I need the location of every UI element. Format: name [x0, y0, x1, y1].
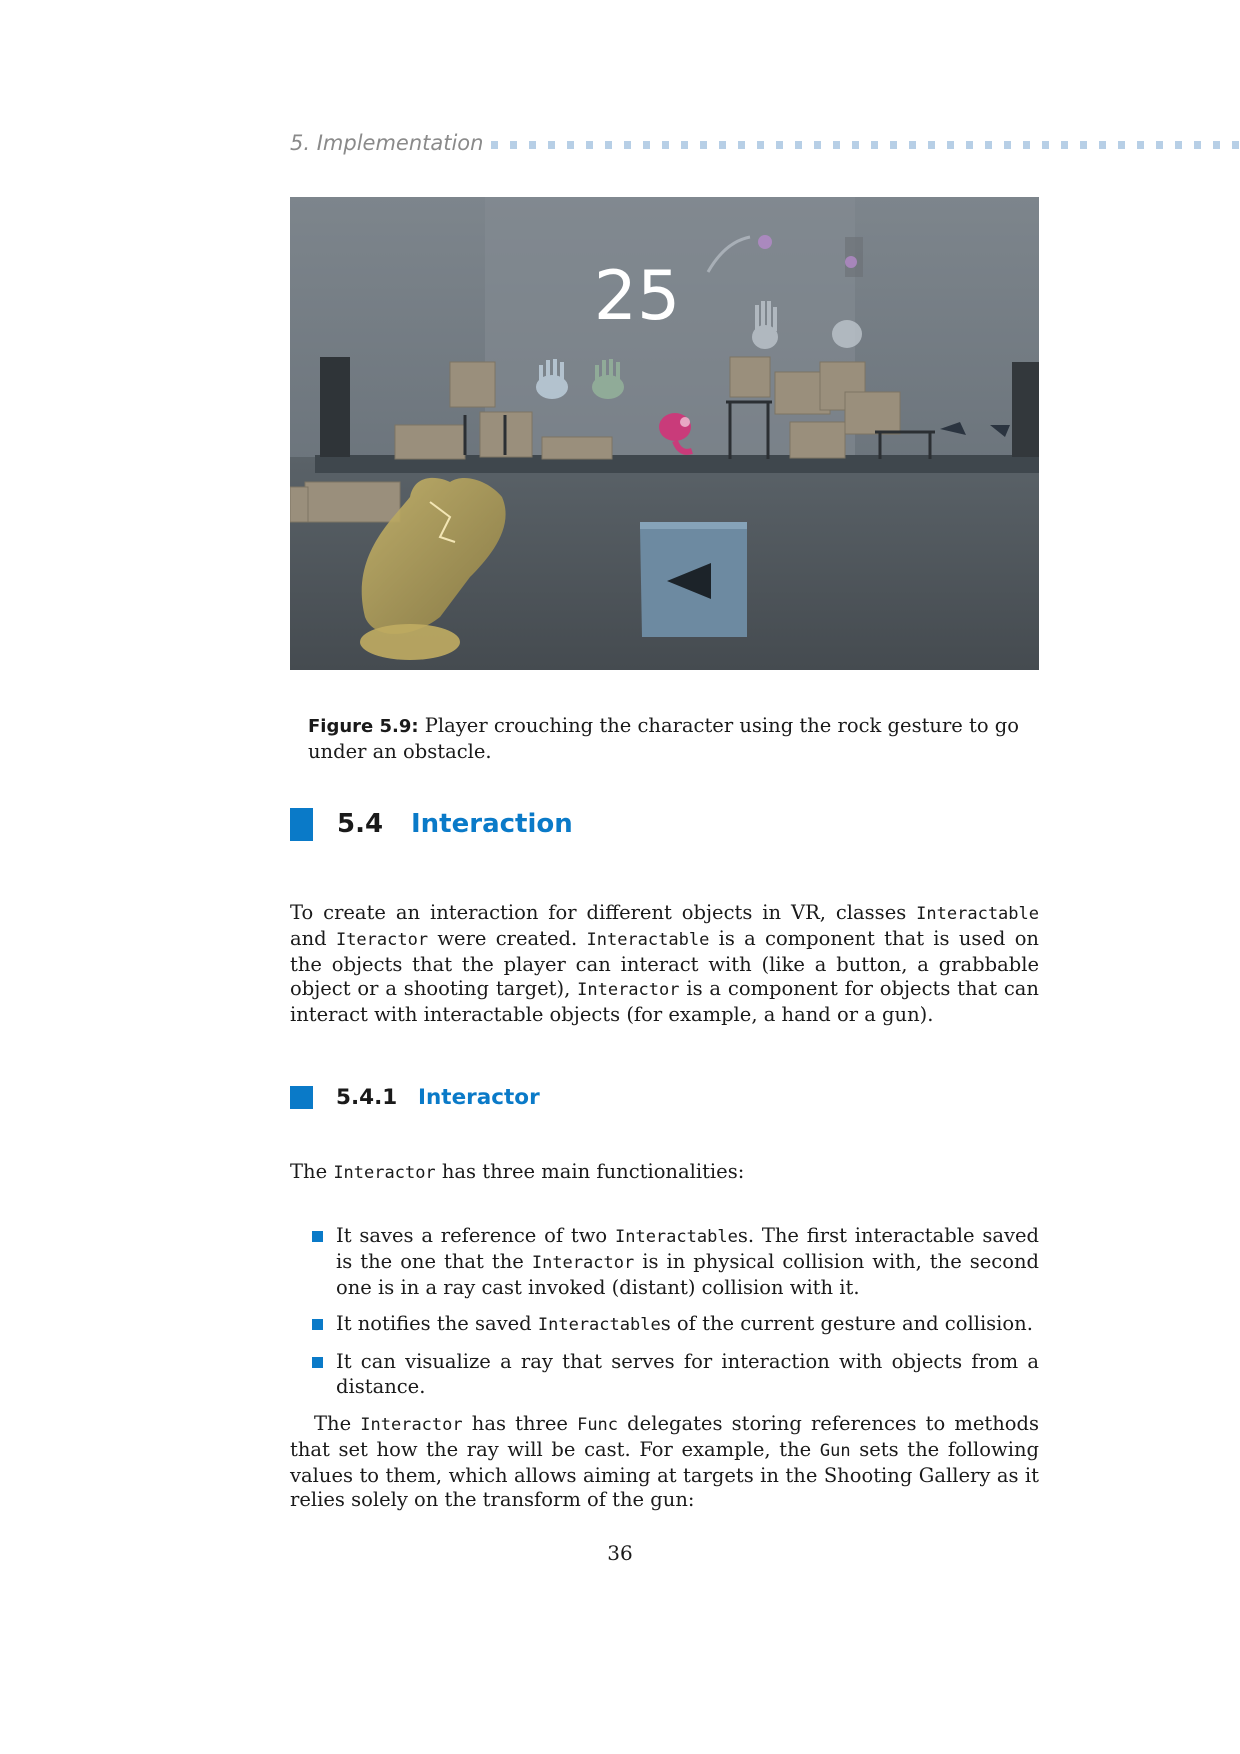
functionality-list: [312, 1224, 1039, 1412]
text-run: is a component for objects that can interact with interactable objects (for example, a hand or a gun).: [290, 977, 1039, 1027]
text-run: is a component that is used on the objects that the player can interact with (like a button, a grabbable object or a shooting target),: [290, 926, 1039, 1001]
code-run: Interactor: [531, 1252, 635, 1273]
code-run: Interactor: [577, 980, 680, 1001]
text-run: s of the current gesture and collision.: [660, 1312, 1033, 1336]
code-run: Interactor: [333, 1163, 436, 1183]
subsection-intro: [290, 1160, 1039, 1186]
running-header: [290, 128, 1240, 158]
text-run: The: [314, 1412, 361, 1435]
section-number: 5.4: [337, 809, 384, 839]
subsection-marker: [290, 1086, 313, 1109]
code-run: Interactable: [614, 1227, 738, 1247]
figure-caption: [308, 713, 1028, 764]
bullet-square-icon: [312, 1319, 323, 1330]
bullet-square-icon: [312, 1357, 323, 1368]
figure-vr-screenshot: [290, 197, 1039, 670]
text-run: has three: [462, 1412, 578, 1435]
code-run: Interactor: [360, 1415, 463, 1435]
text-run: were created.: [428, 926, 587, 950]
text-run: delegates storing references to methods that set how the ray will be cast. For example, the: [290, 1412, 1039, 1461]
page-number: 36: [607, 1541, 633, 1565]
text-run: It can visualize a ray that serves for interaction with objects from a distance.: [336, 1350, 1039, 1398]
text-run: The: [290, 1160, 334, 1183]
figure-caption-text: Player crouching the character using the rock gesture to go under an obstacle.: [308, 714, 1020, 763]
list-item: [312, 1224, 1039, 1300]
text-run: It notifies the saved: [336, 1312, 538, 1336]
section-title: Interaction: [411, 809, 573, 839]
text-run: has three main functionalities:: [435, 1160, 745, 1183]
code-run: Gun: [819, 1440, 851, 1461]
closing-paragraph: [290, 1412, 1039, 1513]
section-paragraph: [290, 901, 1039, 1028]
text-run: s. The first interactable saved is the one that the: [336, 1224, 1039, 1273]
counter-value: 25: [593, 257, 681, 336]
subsection-number: 5.4.1: [336, 1084, 398, 1110]
code-run: Func: [577, 1415, 619, 1435]
figure-label: Figure 5.9:: [308, 716, 419, 737]
bullet-square-icon: [312, 1231, 323, 1242]
code-run: Interactable: [537, 1315, 661, 1336]
text-run: It saves a reference of two: [336, 1224, 615, 1247]
subsection-title: Interactor: [418, 1084, 540, 1110]
section-heading: [290, 806, 573, 842]
text-run: and: [290, 926, 336, 950]
text-run: is in physical collision with, the second one is in a ray cast invoked (distant) collision with it.: [336, 1249, 1039, 1299]
text-run: To create an interaction for different objects in VR, classes: [290, 901, 917, 924]
header-dot-rule: [491, 141, 1240, 149]
code-run: Interactable: [916, 904, 1039, 924]
code-run: Interactable: [586, 929, 710, 950]
text-run: sets the following values to them, which allows aiming at targets in the Shooting Gallery as it relies solely on the transform of the gun:: [290, 1437, 1039, 1512]
subsection-heading: [290, 1083, 540, 1111]
code-run: Iteractor: [335, 929, 429, 950]
list-item: [312, 1350, 1039, 1400]
section-marker: [290, 808, 313, 841]
running-title: 5. Implementation: [290, 131, 484, 155]
list-item: [312, 1312, 1039, 1338]
